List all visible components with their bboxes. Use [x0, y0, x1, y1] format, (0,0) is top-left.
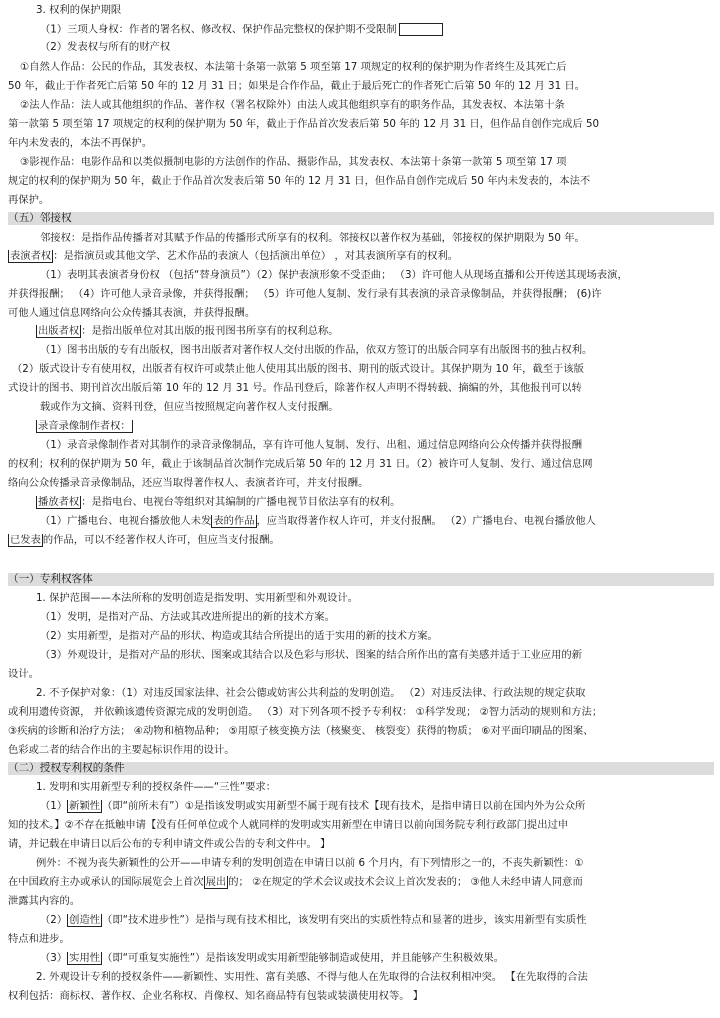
text-line: 权利包括：商标权、著作权、企业名称权、肖像权、知名商品特有包装或装潢使用权等。 】	[8, 990, 424, 1002]
text-line: （1）表明其表演者身份权 （包括“替身演员”）（2）保护表演形象不受歪曲； （3）许可他人从现场直播和公开传送其现场表演，	[40, 269, 628, 281]
section-heading: （一）专利权客体	[8, 573, 714, 586]
text-line: 第一款第 5 项至第 17 项规定的权利的保护期为 50 年，截止于作品首次发表后第 50 年的 12 月 31 日，但作品自创作完成后 50	[8, 118, 600, 130]
text-line: 2. 外观设计专利的授权条件——新颖性、实用性、富有美感、不得与他人在先取得的合法权利相冲突。 【在先取得的合法	[36, 971, 588, 983]
boxed-term: 录音录像制作者权：	[38, 420, 131, 432]
text-line: 式设计的图书、期刊首次出版后第 10 年的 12 月 31 号。作品刊登后，除著作权人声明不得转载、摘编的外，其他报刊可以转	[8, 382, 582, 394]
boxed-term: 创造性	[69, 914, 101, 926]
text-line: ③影视作品：电影作品和以类似摄制电影的方法创作的作品、摄影作品，其发表权、本法第十条第一款第 5 项至第 17 项	[20, 156, 567, 168]
text-line: 表演者权 ：是指演员或其他文学、艺术作品的表演人（包括演出单位） ，对其表演所享有的权利。	[10, 250, 459, 262]
boxed-term: 出版者权	[38, 325, 80, 337]
text-line: 出版者权 ：是指出版单位对其出版的报刊图书所享有的权利总称。	[38, 325, 339, 337]
boxed-term: 已发表	[10, 534, 41, 546]
boxed-term: 播放者权	[38, 496, 80, 508]
text-line: 络向公众传播录音录像制品，还应当取得著作权人、表演者许可，并支付报酬。	[8, 477, 369, 489]
text-line: （2）实用新型，是指对产品的形状、构造或其结合所提出的适于实用的新的技术方案。	[40, 630, 438, 642]
text-line: （1）发明，是指对产品、方法或其改进所提出的新的技术方案。	[40, 611, 335, 623]
text-line: 泄露其内容的。	[8, 895, 81, 907]
text-line	[36, 420, 714, 433]
text-line: 在中国政府主办或承认的国际展览会上首次 展出 的； ②在规定的学术会议或技术会议上首次发表的； ③他人未经申请人同意而	[8, 876, 583, 888]
text-line: ①自然人作品：公民的作品，其发表权、本法第十条第一款第 5 项至第 17 项规定的权利的保护期为作者终生及其死亡后	[20, 61, 567, 73]
text-line: （2）发表权与所有的财产权	[40, 41, 171, 53]
text-line: 载或作为文摘、资料刊登，但应当按照规定向著作权人支付报酬。	[40, 401, 339, 413]
text-line: （3）外观设计，是指对产品的形状、图案或其结合以及色彩与形状、图案的结合所作出的富有美感并适于工业应用的新	[40, 649, 582, 661]
text-line: （1）图书出版的专有出版权，图书出版者对著作权人交付出版的作品，依双方签订的出版合同享有出版图书的独占权利。	[40, 344, 593, 356]
boxed-term: 表演者权	[10, 250, 52, 262]
boxed-term: 实用性	[69, 952, 101, 964]
text-line: 播放者权 ：是指电台、电视台等组织对其编制的广播电视节目依法享有的权利。	[38, 496, 401, 508]
text-line: 色彩或二者的结合作出的主要起标识作用的设计。	[8, 744, 235, 756]
boxed-term: 展出	[205, 876, 227, 888]
text-line: 3. 权利的保护期限	[36, 4, 122, 16]
text-line: 再保护。	[8, 194, 50, 206]
section-heading: （五）邻接权	[8, 212, 714, 225]
text-line: 已发表 的作品，可以不经著作权人许可，但应当支付报酬。	[10, 534, 280, 546]
text-line: （2）版式设计专有使用权，出版者有权许可或禁止他人使用其出版的图书、期刊的版式设计。其保护期为 10 年，截至于该版	[12, 363, 584, 375]
text-line: 知的技术。】②不存在抵触申请【没有任何单位或个人就同样的发明或实用新型在申请日以前向国务院专利行政部门提出过申	[8, 819, 569, 831]
text-line: 例外：不视为丧失新颖性的公开——申请专利的发明创造在申请日以前 6 个月内，有下列情形之一的，不丧失新颖性：①	[36, 857, 584, 869]
text-line: 设计。	[8, 668, 39, 680]
text-line: （1） 新颖性 （即“前所未有”）①是指该发明或实用新型不属于现有技术【现有技术，是指申请日以前在国内外为公众所	[40, 800, 586, 812]
text-line: （3） 实用性 （即“可重复实施性”）是指该发明或实用新型能够制造或使用，并且能够产生积极效果。	[40, 952, 504, 964]
text-line: 2. 不予保护对象：（1）对违反国家法律、社会公德或妨害公共利益的发明创造。 （2）对违反法律、行政法规的规定获取	[36, 687, 586, 699]
text-line: 的权利；权利的保护期为 50 年，截止于该制品首次制作完成后第 50 年的 12 月 31 日。（2）被许可人复制、发行、通过信息网	[8, 458, 593, 470]
text-line: 可他人通过信息网络向公众传播其表演，并获得报酬。	[8, 307, 256, 319]
section-heading: （二）授权专利权的条件	[8, 762, 714, 775]
text-line: ③疾病的诊断和治疗方法； ④动物和植物品种； ⑤用原子核变换方法（核聚变、 核裂变）获得的物质； ⑥对平面印刷品的图案、	[8, 725, 594, 737]
text-line: 并获得报酬； （4）许可他人录音录像，并获得报酬； （5）许可他人复制、发行录有其表演的录音录像制品，并获得报酬； (6)许	[8, 288, 602, 300]
text-line: 或利用遗传资源， 并依赖该遗传资源完成的发明创造。 （3）对下列各项不授予专利权： ①科学发现； ②智力活动的规则和方法；	[8, 706, 603, 718]
text-line: ②法人作品：法人或其他组织的作品、著作权（署名权除外）由法人或其他组织享有的职务作品，其发表权、本法第十条	[20, 99, 565, 111]
text-line: 邻接权：是指作品传播者对其赋予作品的传播形式所享有的权利。邻接权以著作权为基础，邻接权的保护期限为 50 年。	[40, 232, 585, 244]
text-line: （1）录音录像制作者对其制作的录音录像制品，享有许可他人复制、发行、出租、通过信息网络向公众传播并获得报酬	[40, 439, 582, 451]
text-line: （1）三项人身权：作者的署名权、修改权、保护作品完整权的保护期不受限制	[40, 23, 714, 37]
text-line: （1）广播电台、电视台播放他人未发 表的作品 ，应当取得著作权人许可，并支付报酬。 （2）广播电台、电视台播放他人	[40, 515, 596, 527]
selection-box	[399, 23, 443, 36]
text-line: （2） 创造性 （即“技术进步性”）是指与现有技术相比，该发明有突出的实质性特点和显著的进步，该实用新型有实质性	[40, 914, 587, 926]
text-line: 特点和进步。	[8, 933, 70, 945]
text-line: 规定的权利的保护期为 50 年，截止于作品首次发表后第 50 年的 12 月 31 日，但作品自创作完成后 50 年内未发表的，本法不	[8, 175, 591, 187]
text-line: 50 年，截止于作者死亡后第 50 年的 12 月 31 日；如果是合作作品，截止于最后死亡的作者死亡后第 50 年的 12 月 31 日。	[8, 80, 586, 92]
boxed-term: 新颖性	[69, 800, 101, 812]
boxed-term: 表的作品	[213, 515, 255, 527]
text-line: 请，并记载在申请日以后公布的专利申请文件或公告的专利文件中。 】	[8, 838, 331, 850]
text-line: 1. 保护范围——本法所称的发明创造是指发明、实用新型和外观设计。	[36, 592, 359, 604]
text-line: 年内未发表的，本法不再保护。	[8, 137, 153, 149]
text-line: 1. 发明和实用新型专利的授权条件——“三性”要求：	[36, 781, 276, 793]
